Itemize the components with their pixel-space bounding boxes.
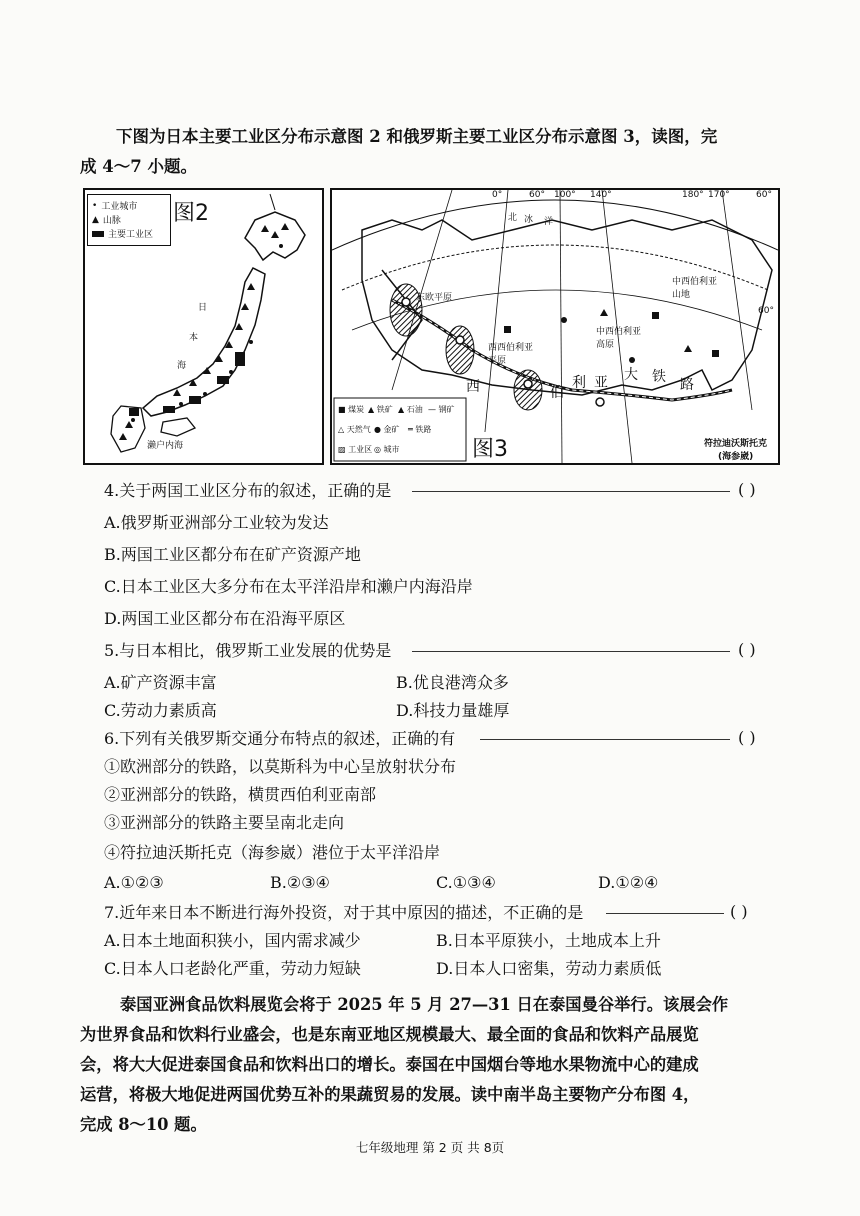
railway-label-da: 大	[624, 367, 638, 383]
railway-label-xi: 西	[466, 379, 480, 395]
railway-label-ya: 亚	[594, 375, 608, 391]
ocean-label-bei: 北	[508, 213, 518, 223]
sea-label-ben: 本	[189, 333, 199, 343]
east-european-plain-label: 东欧平原	[416, 293, 453, 303]
question-4-option-d[interactable]: D.两国工业区都分布在沿海平原区	[104, 609, 346, 628]
question-4-option-a[interactable]: A.俄罗斯亚洲部分工业较为发达	[104, 513, 329, 532]
legend-gold: ● 金矿	[374, 425, 400, 434]
passage-line-4: 运营，将极大地促进两国优势互补的果蔬贸易的发展。读中南半岛主要物产分布图 4，	[80, 1085, 700, 1104]
legend-railway: ═ 铁路	[408, 425, 432, 434]
sea-label-ri: 日	[198, 303, 208, 313]
question-7-option-c[interactable]: C.日本人口老龄化严重，劳动力短缺	[104, 959, 361, 978]
question-5-option-a[interactable]: A.矿产资源丰富	[104, 673, 217, 692]
passage-line-2: 为世界食品和饮料行业盛会，也是东南亚地区规模最大、最全面的食品和饮料产品展览	[80, 1025, 699, 1044]
question-6-option-d[interactable]: D.①②④	[598, 873, 659, 892]
railway-label-lu: 路	[680, 377, 694, 393]
footer-total: 共 8页	[467, 1140, 505, 1155]
question-5-leader-line	[412, 651, 730, 652]
figure-3-russia-map	[330, 188, 780, 465]
vladivostok-label: 符拉迪沃斯托克	[704, 439, 768, 449]
footer-page: 第 2 页	[422, 1140, 464, 1155]
lat-label-60-top: 60°	[756, 190, 772, 200]
question-7-leader-line	[606, 913, 724, 914]
footer-subject: 七年级地理	[355, 1140, 419, 1155]
city-dot-icon: •	[92, 200, 98, 211]
question-6-statement-1: ①欧洲部分的铁路，以莫斯科为中心呈放射状分布	[104, 757, 457, 776]
legend-industrial-zone: ▨ 工业区	[338, 445, 373, 454]
japan-map-drawing	[85, 190, 322, 463]
ocean-label-bing: 冰	[524, 215, 534, 225]
legend-copper: — 钢矿	[428, 405, 455, 414]
question-5-stem: 5.与日本相比，俄罗斯工业发展的优势是	[104, 641, 392, 660]
legend-item-city: • 工业城市	[92, 200, 138, 212]
mountain-triangle-icon: ▲	[92, 214, 99, 225]
sea-label-hai: 海	[177, 361, 187, 371]
question-6-option-a[interactable]: A.①②③	[104, 873, 164, 892]
figure-2-japan-map	[83, 188, 324, 465]
west-siberian-plain-label: 西西伯利亚平原	[488, 343, 534, 366]
intro-text	[80, 122, 780, 182]
central-siberian-plateau-label: 中西伯利亚高原	[596, 327, 642, 350]
seto-inland-sea-label: 濑户内海	[147, 441, 184, 451]
intro-line-2: 成 4～7 小题。	[80, 157, 197, 176]
question-6-option-b[interactable]: B.②③④	[270, 873, 330, 892]
question-7-option-d[interactable]: D.日本人口密集，劳动力素质低	[436, 959, 662, 978]
question-7-stem: 7.近年来日本不断进行海外投资，对于其中原因的描述，不正确的是	[104, 903, 584, 922]
question-6-answer-blank[interactable]: ( )	[738, 728, 756, 747]
passage-line-3: 会，将大大促进泰国食品和饮料出口的增长。泰国在中国烟台等地水果物流中心的建成	[80, 1055, 699, 1074]
lon-label-170: 170°	[708, 190, 730, 200]
question-4-option-c[interactable]: C.日本工业区大多分布在太平洋沿岸和濑户内海沿岸	[104, 577, 473, 596]
legend-iron: ▲ 铁矿	[368, 405, 393, 414]
legend-oil: ▲ 石油	[398, 405, 423, 414]
passage-line-5: 完成 8～10 题。	[80, 1115, 207, 1134]
railway-label-tie: 铁	[652, 369, 666, 385]
question-4-stem: 4.关于两国工业区分布的叙述，正确的是	[104, 481, 392, 500]
question-4-answer-blank[interactable]: ( )	[738, 480, 756, 499]
legend-item-mountain: ▲ 山脉	[92, 214, 121, 226]
ocean-label-yang: 洋	[544, 217, 554, 227]
question-6-statement-3: ③亚洲部分的铁路主要呈南北走向	[104, 813, 345, 832]
question-7-option-a[interactable]: A.日本土地面积狭小，国内需求减少	[104, 931, 361, 950]
lon-label-60: 60°	[529, 190, 545, 200]
lon-label-100: 100°	[554, 190, 576, 200]
vladivostok-alias-label: (海参崴)	[718, 452, 754, 462]
passage-line-1: 泰国亚洲食品饮料展览会将于 2025 年 5 月 27—31 日在泰国曼谷举行。该展会作	[120, 995, 729, 1014]
legend-gas: △ 天然气	[338, 425, 371, 434]
lon-label-0: 0°	[492, 190, 503, 200]
lon-label-180: 180°	[682, 190, 704, 200]
railway-label-li: 利	[572, 375, 586, 391]
question-6-option-c[interactable]: C.①③④	[436, 873, 496, 892]
question-7-option-b[interactable]: B.日本平原狭小，土地成本上升	[436, 931, 661, 950]
question-4-option-b[interactable]: B.两国工业区都分布在矿产资源产地	[104, 545, 361, 564]
page-footer	[0, 1138, 860, 1156]
figure-3-label: 图3	[472, 432, 508, 463]
central-siberian-mountains-label: 中西伯利亚山地	[672, 277, 718, 300]
question-5-option-b[interactable]: B.优良港湾众多	[396, 673, 509, 692]
reading-passage	[80, 990, 780, 1140]
question-5-answer-blank[interactable]: ( )	[738, 640, 756, 659]
legend-coal: ■ 煤炭	[338, 405, 365, 414]
figure-2-label: 图2	[173, 196, 209, 227]
question-4-leader-line	[412, 491, 730, 492]
question-6-leader-line	[480, 739, 730, 740]
russia-map-drawing	[332, 190, 778, 463]
legend-item-industrial-zone: 主要工业区	[92, 227, 153, 240]
question-7-answer-blank[interactable]: ( )	[730, 902, 748, 921]
railway-label-bo: 伯	[550, 385, 564, 401]
intro-line-1: 下图为日本主要工业区分布示意图 2 和俄罗斯主要工业区分布示意图 3，读图，完	[116, 127, 718, 146]
lon-label-140: 140°	[590, 190, 612, 200]
question-5-option-d[interactable]: D.科技力量雄厚	[396, 701, 510, 720]
legend-city: ◎ 城市	[374, 445, 400, 454]
question-5-option-c[interactable]: C.劳动力素质高	[104, 701, 217, 720]
question-6-statement-4: ④符拉迪沃斯托克（海参崴）港位于太平洋沿岸	[104, 843, 441, 862]
question-6-statement-2: ②亚洲部分的铁路，横贯西伯利亚南部	[104, 785, 377, 804]
question-6-stem: 6.下列有关俄罗斯交通分布特点的叙述，正确的有	[104, 729, 456, 748]
lat-label-60-right: 60°	[758, 306, 774, 316]
